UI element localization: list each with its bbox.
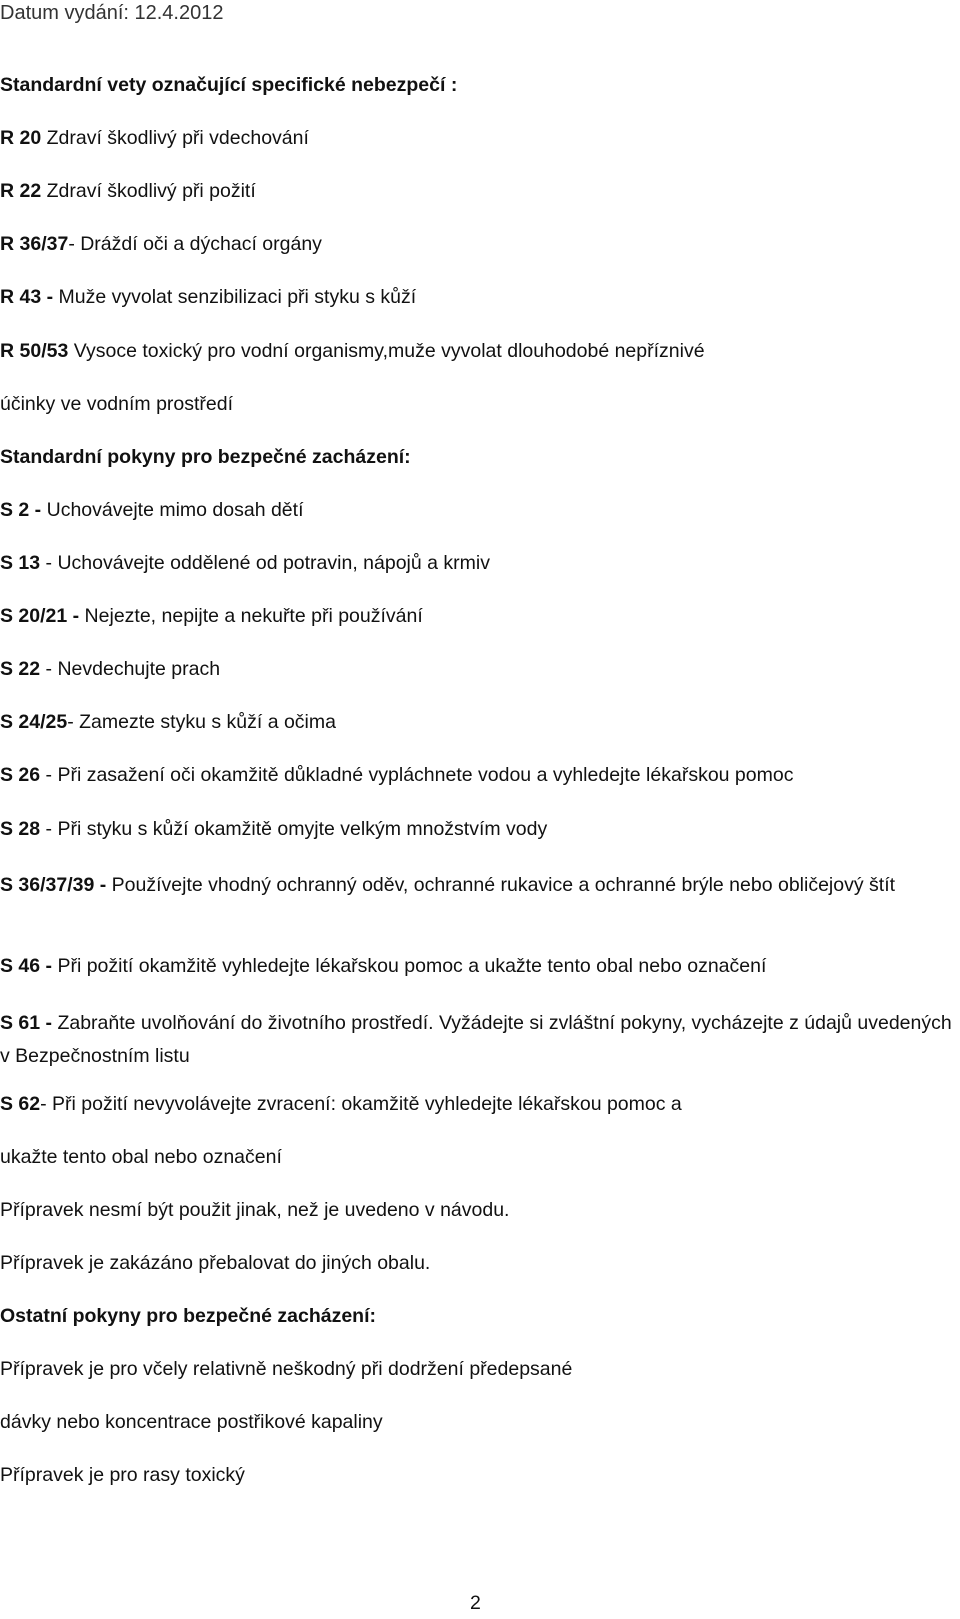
phrase-code: S 22 <box>0 658 41 680</box>
phrase-code: S 46 - <box>0 955 53 977</box>
other-instruction-line: dávky nebo koncentrace postřikové kapaliny <box>0 1411 383 1433</box>
s-phrases-heading: Standardní pokyny pro bezpečné zacházení: <box>0 446 411 468</box>
r-phrase-continuation: účinky ve vodním prostředí <box>0 393 234 415</box>
phrase-text: Používejte vhodný ochranný oděv, ochranné rukavice a ochranné brýle nebo obličejový štít <box>106 874 896 896</box>
phrase-code: S 28 <box>0 818 41 840</box>
phrase-text: - Zamezte styku s kůží a očima <box>67 711 336 733</box>
other-instruction-line: Přípravek je pro včely relativně neškodný při dodržení předepsané <box>0 1358 573 1380</box>
phrase-code: R 50/53 <box>0 340 69 362</box>
s-phrase <box>0 603 955 630</box>
phrase-text: Při požití okamžitě vyhledejte lékařskou pomoc a ukažte tento obal nebo označení <box>52 955 767 977</box>
r-phrase <box>0 284 955 311</box>
phrase-code: S 36/37/39 - <box>0 874 107 896</box>
phrase-code: S 13 <box>0 552 41 574</box>
phrase-code: S 61 - <box>0 1012 53 1034</box>
r-phrase <box>0 231 955 258</box>
phrase-text: - Dráždí oči a dýchací orgány <box>68 233 322 255</box>
phrase-text: Nejezte, nepijte a nekuřte při používání <box>79 605 423 627</box>
r-phrase <box>0 338 955 365</box>
phrase-code: S 62 <box>0 1093 41 1115</box>
phrase-code: R 22 <box>0 180 42 202</box>
s-phrase <box>0 869 955 902</box>
phrase-text: Vysoce toxický pro vodní organismy,muže vyvolat dlouhodobé nepříznivé <box>68 340 705 362</box>
phrase-text: - Při zasažení oči okamžitě důkladné vypláchnete vodou a vyhledejte lékařskou pomoc <box>40 764 794 786</box>
issue-date: Datum vydání: 12.4.2012 <box>0 2 224 24</box>
s-phrase <box>0 1091 955 1118</box>
phrase-text: - Při styku s kůží okamžitě omyjte velkým množstvím vody <box>40 818 548 840</box>
phrase-code: S 2 - <box>0 499 42 521</box>
phrase-code: S 20/21 - <box>0 605 80 627</box>
s-phrase <box>0 1007 955 1073</box>
phrase-code: S 24/25 <box>0 711 68 733</box>
page-number: 2 <box>470 1592 481 1614</box>
r-phrase <box>0 178 955 205</box>
s-phrase <box>0 762 955 789</box>
note-line: Přípravek nesmí být použit jinak, než je uvedeno v návodu. <box>0 1199 510 1221</box>
phrase-text: Zdraví škodlivý při vdechování <box>41 127 309 149</box>
phrase-text: Zdraví škodlivý při požití <box>41 180 256 202</box>
phrase-code: R 43 - <box>0 286 54 308</box>
s-phrase <box>0 816 955 843</box>
phrase-text: Muže vyvolat senzibilizaci při styku s kůží <box>53 286 417 308</box>
phrase-text: - Nevdechujte prach <box>40 658 221 680</box>
other-instruction-line: Přípravek je pro rasy toxický <box>0 1464 245 1486</box>
s-phrase-continuation: ukažte tento obal nebo označení <box>0 1146 282 1168</box>
s-phrase <box>0 709 955 736</box>
s-phrase <box>0 656 955 683</box>
note-line: Přípravek je zakázáno přebalovat do jiných obalu. <box>0 1252 431 1274</box>
phrase-code: R 36/37 <box>0 233 69 255</box>
phrase-text: - Při požití nevyvolávejte zvracení: okamžitě vyhledejte lékařskou pomoc a <box>40 1093 682 1115</box>
s-phrase <box>0 550 955 577</box>
phrase-code: R 20 <box>0 127 42 149</box>
phrase-text: - Uchovávejte oddělené od potravin, nápojů a krmiv <box>40 552 490 574</box>
s-phrase <box>0 497 955 524</box>
phrase-code: S 26 <box>0 764 41 786</box>
s-phrase <box>0 953 955 980</box>
other-instructions-heading: Ostatní pokyny pro bezpečné zacházení: <box>0 1305 377 1327</box>
phrase-text: Zabraňte uvolňování do životního prostředí. Vyžádejte si zvláštní pokyny, vycházejte z údajů uvedených v Bezpečnostním listu <box>0 1012 952 1067</box>
r-phrases-heading: Standardní vety označující specifické nebezpečí : <box>0 74 458 96</box>
r-phrase <box>0 125 955 152</box>
phrase-text: Uchovávejte mimo dosah dětí <box>41 499 304 521</box>
